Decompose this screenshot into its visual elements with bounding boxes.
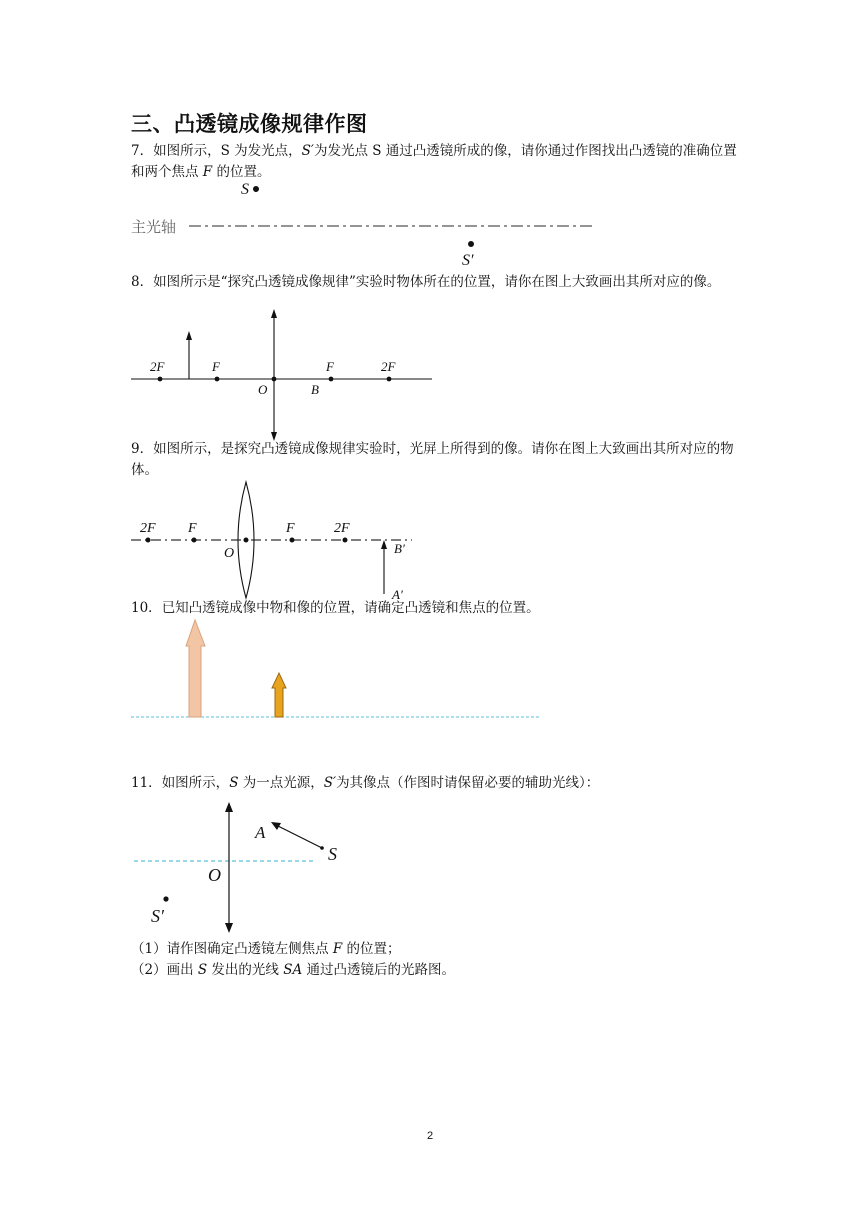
optical-center-label: O (208, 865, 221, 885)
ray-sa-arrow-icon (271, 822, 281, 830)
point-s-label: S (241, 181, 249, 198)
question-11-text: 11．如图所示，S 为一点光源，S′为其像点（作图时请保留必要的辅助光线）： (131, 775, 600, 791)
point-s-prime (163, 896, 168, 901)
question-7-text: 7．如图所示，S 为发光点，S′为发光点 S 通过凸透镜所成的像，请你通过作图找出凸透镜的准确位置和两个焦点 F 的位置。 (131, 143, 737, 180)
question-11-sub-1: （1）请作图确定凸透镜左侧焦点 F 的位置； (131, 941, 401, 957)
point-s-prime-label: S′ (151, 906, 164, 926)
ray-sa (276, 825, 322, 848)
right-2f-label: 2F (334, 521, 350, 536)
lens-arrow-top-icon (225, 802, 233, 812)
left-f-label: F (188, 521, 197, 536)
principal-axis-label: 主光轴 (131, 218, 177, 236)
optical-center-label: O (224, 546, 235, 561)
point-a-prime-label: A′ (392, 587, 403, 602)
right-f-label: F (286, 521, 295, 536)
page-number: 2 (426, 1130, 434, 1142)
left-2f-label: 2F (140, 521, 156, 536)
question-9-text: 9．如图所示，是探究凸透镜成像规律实验时，光屏上所得到的像。请你在图上大致画出其所对应的物体。 (131, 441, 734, 478)
point-b-label: B (311, 382, 319, 397)
point-a-label: A (255, 823, 266, 842)
section-title: 三、凸透镜成像规律作图 (131, 112, 368, 136)
point-b-prime-label: B′ (394, 541, 405, 556)
left-f-label: F (212, 359, 220, 374)
right-2f-label: 2F (381, 359, 396, 374)
right-f-label: F (326, 359, 334, 374)
point-s-label: S (328, 844, 337, 864)
question-8-text: 8．如图所示是“探究凸透镜成像规律”实验时物体所在的位置，请你在图上大致画出其所对应的像。 (131, 274, 721, 290)
left-2f-label: 2F (150, 359, 165, 374)
question-11-sub-2: （2）画出 S 发出的光线 SA 通过凸透镜后的光路图。 (131, 962, 456, 978)
optical-center-label: O (258, 382, 268, 397)
question-10-text: 10．已知凸透镜成像中物和像的位置，请确定凸透镜和焦点的位置。 (131, 600, 540, 616)
lens-arrow-bottom-icon (225, 923, 233, 933)
point-s (320, 846, 324, 850)
point-s-prime-label: S′ (462, 252, 474, 269)
